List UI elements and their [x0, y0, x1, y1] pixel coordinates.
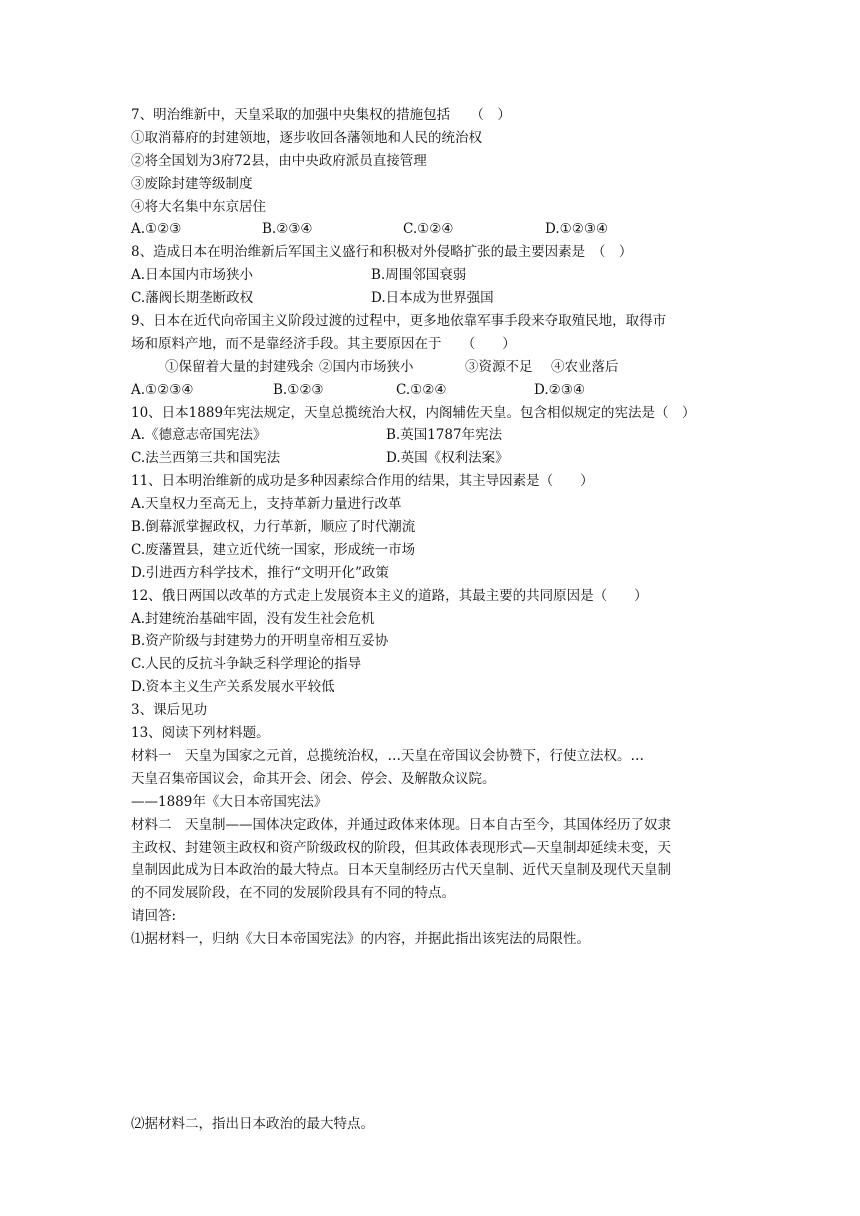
document-body: [131, 104, 743, 1136]
q10-stem: 10、日本1889年宪法规定，天皇总揽统治大权，内阁辅佐天皇。包含相似规定的宪法是（ ）: [131, 404, 696, 421]
q13-material-2-line-4: 的不同发展阶段，在不同的发展阶段具有不同的特点。: [131, 885, 455, 902]
q7-item-2: ②将全国划为3府72县，由中央政府派员直接管理: [131, 152, 427, 169]
q9-stem-line-2: 场和原料产地，而不是靠经济手段。其主要原因在于 （ ）: [131, 335, 516, 352]
q13-material-1-line-1: 材料一 天皇为国家之元首，总揽统治权，…天皇在帝国议会协赞下，行使立法权。…: [131, 747, 644, 764]
q8-option-a: A.日本国内市场狭小: [131, 267, 254, 284]
q12-option-b: B.资产阶级与封建势力的开明皇帝相互妥协: [131, 633, 389, 650]
q7-item-3: ③废除封建等级制度: [131, 175, 253, 192]
q9-items: [131, 356, 743, 379]
q9-item-1: ①保留着大量的封建残余: [165, 358, 314, 375]
q10-option-d: D.英国《权利法案》: [386, 450, 509, 467]
q13-material-1-source: ——1889年《大日本帝国宪法》: [131, 793, 328, 810]
answer-space: [131, 951, 743, 1113]
q10-options-row-2: [131, 447, 743, 470]
section-heading: 3、课后见功: [131, 702, 208, 719]
q9-item-4: ④农业落后: [551, 358, 619, 375]
q9-item-3: ③资源不足: [465, 358, 533, 375]
q9-option-a: A.①②③④: [131, 381, 194, 398]
q13-sub-question-1: ⑴据材料一，归纳《大日本帝国宪法》的内容，并据此指出该宪法的局限性。: [131, 931, 590, 948]
q7-item-1: ①取消幕府的封建领地，逐步收回各藩领地和人民的统治权: [131, 129, 482, 146]
q9-item-2: ②国内市场狭小: [319, 358, 414, 375]
q7-stem: 7、明治维新中，天皇采取的加强中央集权的措施包括 （ ）: [131, 107, 511, 123]
q13-material-2-line-2: 主政权、封建领主政权和资产阶级政权的阶段，但其政体表现形式—天皇制却延续未变，天: [131, 839, 671, 856]
q10-options-row-1: [131, 424, 743, 447]
q13-stem: 13、阅读下列材料题。: [131, 725, 270, 742]
q12-option-c: C.人民的反抗斗争缺乏科学理论的指导: [131, 656, 362, 673]
q11-option-b: B.倒幕派掌握政权，力行革新，顺应了时代潮流: [131, 519, 416, 536]
q8-option-b: B.周围邻国衰弱: [371, 267, 467, 284]
q11-option-d: D.引进西方科学技术，推行“文明开化”政策: [131, 564, 389, 581]
q11-stem: 11、日本明治维新的成功是多种因素综合作用的结果，其主导因素是（ ）: [131, 473, 594, 490]
q8-stem: 8、造成日本在明治维新后军国主义盛行和积极对外侵略扩张的最主要因素是 （ ）: [131, 244, 633, 261]
q8-option-c: C.藩阀长期垄断政权: [131, 290, 254, 307]
q7-option-d: D.①②③④: [545, 221, 609, 238]
q12-option-a: A.封建统治基础牢固，没有发生社会危机: [131, 610, 375, 627]
q13-prompt: 请回答:: [131, 908, 177, 925]
q7-option-a: A.①②③: [131, 221, 182, 238]
q9-option-b: B.①②③: [273, 381, 324, 398]
q10-option-c: C.法兰西第三共和国宪法: [131, 450, 281, 467]
q7-option-c: C.①②④: [403, 221, 454, 238]
q11-option-c: C.废藩置县，建立近代统一国家，形成统一市场: [131, 541, 416, 558]
q12-option-d: D.资本主义生产关系发展水平较低: [131, 679, 335, 696]
q8-options-row-1: [131, 264, 743, 287]
q9-option-d: D.②③④: [534, 381, 585, 398]
q7-item-4: ④将大名集中东京居住: [131, 198, 266, 215]
q9-options: [131, 379, 743, 402]
q13-material-2-line-3: 皇制因此成为日本政治的最大特点。日本天皇制经历古代天皇制、近代天皇制及现代天皇制: [131, 862, 671, 879]
q12-stem: 12、俄日两国以改革的方式走上发展资本主义的道路，其最主要的共同原因是（ ）: [131, 587, 648, 604]
q7-options: [131, 218, 743, 241]
q9-option-c: C.①②④: [396, 381, 447, 398]
q13-material-1-line-2: 天皇召集帝国议会，命其开会、闭会、停会、及解散众议院。: [131, 770, 496, 787]
q13-sub-question-2: ⑵据材料二，指出日本政治的最大特点。: [131, 1115, 374, 1132]
q8-options-row-2: [131, 287, 743, 310]
q8-option-d: D.日本成为世界强国: [371, 290, 494, 307]
q11-option-a: A.天皇权力至高无上，支持革新力量进行改革: [131, 496, 402, 513]
q7-option-b: B.②③④: [262, 221, 313, 238]
q13-material-2-line-1: 材料二 天皇制——国体决定政体，并通过政体来体现。日本自古至今，其国体经历了奴隶: [131, 816, 671, 833]
q10-option-a: A.《德意志帝国宪法》: [131, 427, 267, 444]
q10-option-b: B.英国1787年宪法: [386, 427, 503, 444]
q9-stem-line-1: 9、日本在近代向帝国主义阶段过渡的过程中，更多地依靠军事手段来夺取殖民地，取得市: [131, 313, 667, 330]
